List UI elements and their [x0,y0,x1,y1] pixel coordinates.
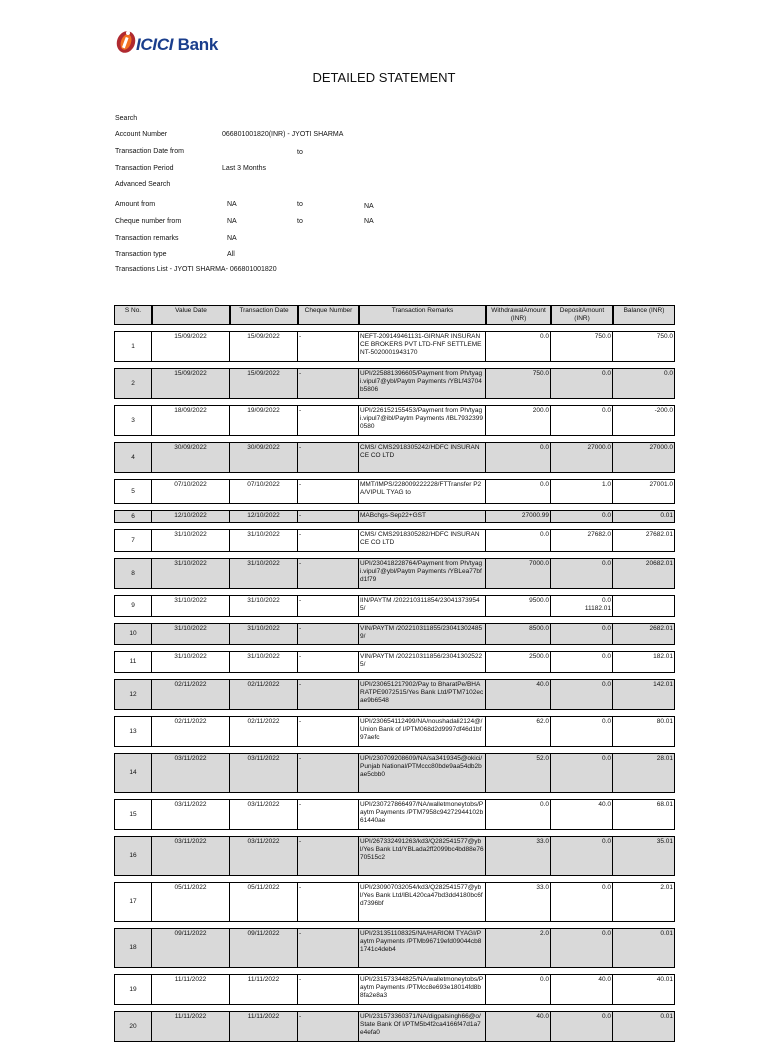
table-cell: 03/11/2022 [152,753,230,793]
cheque-from-value: NA [227,218,237,225]
table-row [114,331,675,362]
table-row [114,716,675,747]
table-cell: 0.0 [551,679,613,710]
table-cell: 05/11/2022 [152,882,230,922]
table-cell: 35.01 [613,836,675,876]
table-cell: 11 [114,651,152,673]
column-header: WithdrawalAmount (INR) [486,305,551,325]
table-cell: 7 [114,529,152,552]
table-cell: 12/10/2022 [152,510,230,523]
column-header: S No. [114,305,152,325]
table-cell: 07/10/2022 [152,479,230,504]
table-cell: CMS/ CMS2918305242/HDFC INSURANCE CO LTD [359,442,486,473]
table-cell: 0.01 [613,1011,675,1042]
brand-name [136,35,218,55]
page-title: DETAILED STATEMENT [312,70,456,85]
table-cell: 18/09/2022 [152,405,230,436]
table-cell: 31/10/2022 [230,651,298,673]
table-cell: 5 [114,479,152,504]
table-cell: UPI/230418228764/Payment from Ph/tyagi.vipul7@ybl/Paytm Payments /YBLea77bfd1f79 [359,558,486,589]
table-row [114,442,675,473]
table-cell: 0.0 [551,368,613,399]
table-cell: - [298,928,359,968]
table-cell: 80.01 [613,716,675,747]
table-cell: 0.0 [486,331,551,362]
table-cell: UPI/231351108325/NA/HARIOM TYAGI/Paytm Payments /PTMb96719efd09044cb81741c4deb4 [359,928,486,968]
table-cell: - [298,623,359,645]
table-cell: 0.0 [486,479,551,504]
table-cell: 750.0 [551,331,613,362]
table-cell: 1.0 [551,479,613,504]
date-to-label: to [297,149,303,156]
table-cell: MABchgs-Sep22+GST [359,510,486,523]
table-cell: 02/11/2022 [152,679,230,710]
table-cell: 182.01 [613,651,675,673]
table-cell: -200.0 [613,405,675,436]
table-cell: 14 [114,753,152,793]
table-cell: 0.0 [551,651,613,673]
table-cell: 2682.01 [613,623,675,645]
table-cell: 12/10/2022 [230,510,298,523]
table-cell: 15/09/2022 [230,331,298,362]
table-cell: 31/10/2022 [152,651,230,673]
table-cell: 4 [114,442,152,473]
table-cell: 19 [114,974,152,1005]
table-cell: - [298,799,359,830]
table-cell: 12 [114,679,152,710]
table-cell: 0.0 [486,974,551,1005]
table-cell: 1 [114,331,152,362]
type-value: All [227,251,235,258]
table-cell: 15 [114,799,152,830]
search-heading: Search [115,115,138,122]
table-cell: 03/11/2022 [152,836,230,876]
table-cell: 10 [114,623,152,645]
amount-to-label: to [297,201,303,208]
table-cell: 0.0 [551,716,613,747]
table-cell: 0.0 11182.01 [551,595,613,617]
table-cell: - [298,405,359,436]
table-cell: VIN/PAYTM /202210311856/230413025225/ [359,651,486,673]
brand-name-b: Bank [173,35,219,54]
table-cell: 20682.01 [613,558,675,589]
table-cell: 2.01 [613,882,675,922]
column-header: Cheque Number [298,305,359,325]
table-cell: 33.0 [486,882,551,922]
table-cell: UPI/230654112499/NA/noushadali2124@/Union Bank of I/PTM068d2d9997df46d1bf97aefc [359,716,486,747]
table-cell: - [298,679,359,710]
table-cell: 62.0 [486,716,551,747]
table-cell: 03/11/2022 [230,799,298,830]
table-cell: - [298,836,359,876]
table-cell: 02/11/2022 [152,716,230,747]
cheque-to-value: NA [364,218,374,225]
table-cell: 0.0 [551,753,613,793]
table-cell: 27682.0 [551,529,613,552]
table-cell: UPI/230709208609/NA/sa3419345@okici/Punjab National/PTMccc80bde9aa54db2bae5cbb0 [359,753,486,793]
table-cell: - [298,651,359,673]
table-cell: 03/11/2022 [152,799,230,830]
table-cell: 03/11/2022 [230,836,298,876]
table-row [114,928,675,968]
remarks-value: NA [227,235,237,242]
table-cell: MMT/IMPS/228009222228/FTTransfer P2A/VIPUL TYAG to [359,479,486,504]
table-cell: 18 [114,928,152,968]
table-cell: 31/10/2022 [152,558,230,589]
table-row [114,479,675,504]
column-header: Transaction Remarks [359,305,486,325]
table-row [114,558,675,589]
cheque-label: Cheque number from [115,218,182,225]
table-cell: - [298,882,359,922]
table-cell: 0.0 [613,368,675,399]
table-cell: 15/09/2022 [152,331,230,362]
table-cell: - [298,331,359,362]
table-cell: 31/10/2022 [230,529,298,552]
table-cell: UPI/230907032054/kd3/Q282541577@ybl/Yes Bank Ltd/IBL420ca47bd3dd4180bc6fd7396bf [359,882,486,922]
table-cell: - [298,479,359,504]
table-cell: 0.0 [551,836,613,876]
table-cell: 0.0 [486,799,551,830]
table-cell: 40.0 [551,799,613,830]
table-cell: 11/11/2022 [230,974,298,1005]
table-cell: 0.01 [613,928,675,968]
table-cell: 02/11/2022 [230,716,298,747]
table-cell: 13 [114,716,152,747]
table-cell: 0.0 [551,623,613,645]
period-value: Last 3 Months [222,165,266,172]
table-row [114,799,675,830]
table-cell: UPI/226152155453/Payment from Ph/tyagi.vipul7@ibl/Paytm Payments /IBL79323990580 [359,405,486,436]
table-body [114,331,675,1042]
table-cell: 16 [114,836,152,876]
table-row [114,623,675,645]
table-cell: 05/11/2022 [230,882,298,922]
table-cell: 31/10/2022 [230,558,298,589]
table-cell: - [298,595,359,617]
table-cell: UPI/230651217902/Pay to BharatPe/BHARATPE9072515/Yes Bank Ltd/PTM7102ecae9b6548 [359,679,486,710]
table-cell: 200.0 [486,405,551,436]
table-cell: 31/10/2022 [230,595,298,617]
transactions-list-heading: Transactions List - JYOTI SHARMA- 066801001820 [115,266,277,273]
table-cell: 11/11/2022 [152,1011,230,1042]
table-cell: NEFT-209149461131-GIRNAR INSURANCE BROKERS PVT LTD-FNF SETTLEMENT-5020001943170 [359,331,486,362]
table-cell: 0.0 [486,529,551,552]
amount-label: Amount from [115,201,156,208]
table-row [114,529,675,552]
table-cell: 40.0 [486,679,551,710]
table-cell [613,595,675,617]
table-row [114,510,675,523]
table-cell: UPI/231573360371/NA/digpalsingh66@o/State Bank Of I/PTM5b4f2ca4166f47d1a7e4efa0 [359,1011,486,1042]
table-row [114,679,675,710]
table-cell: 0.0 [551,1011,613,1042]
table-cell: 02/11/2022 [230,679,298,710]
table-cell: 0.0 [486,442,551,473]
table-cell: 2.0 [486,928,551,968]
table-cell: 0.0 [551,510,613,523]
table-cell: 31/10/2022 [230,623,298,645]
table-cell: - [298,442,359,473]
period-label: Transaction Period [115,165,174,172]
table-cell: 31/10/2022 [152,595,230,617]
table-cell: 09/11/2022 [230,928,298,968]
table-cell: 27000.0 [551,442,613,473]
cheque-to-label: to [297,218,303,225]
table-cell: 750.0 [486,368,551,399]
table-cell: - [298,558,359,589]
table-cell: 30/09/2022 [230,442,298,473]
table-cell: 20 [114,1011,152,1042]
table-cell: 27000.99 [486,510,551,523]
table-cell: 0.0 [551,558,613,589]
table-cell: 27001.0 [613,479,675,504]
table-cell: 40.0 [486,1011,551,1042]
table-cell: 750.0 [613,331,675,362]
table-cell: - [298,753,359,793]
table-cell: 17 [114,882,152,922]
type-label: Transaction type [115,251,167,258]
icici-logo-icon [115,28,137,54]
amount-to-value: NA [364,203,374,210]
table-cell: UPI/225881396605/Payment from Ph/tyagi.vipul7@ybl/Paytm Payments /YBLf43704b5806 [359,368,486,399]
advanced-search-heading: Advanced Search [115,181,171,188]
table-cell: - [298,1011,359,1042]
table-row [114,753,675,793]
table-row [114,405,675,436]
table-header-row [114,305,675,325]
table-cell: 33.0 [486,836,551,876]
table-cell: 2 [114,368,152,399]
table-cell: 3 [114,405,152,436]
table-cell: 9 [114,595,152,617]
table-cell: 2500.0 [486,651,551,673]
table-cell: UPI/230727866497/NA/walletmoneytobs/Paytm Payments /PTM7958c94272944102b61440ae [359,799,486,830]
table-cell: 9500.0 [486,595,551,617]
table-cell: 0.0 [551,882,613,922]
table-row [114,882,675,922]
table-cell: 68.01 [613,799,675,830]
table-row [114,1011,675,1042]
table-cell: - [298,716,359,747]
column-header: Value Date [152,305,230,325]
table-row [114,368,675,399]
table-cell: 11/11/2022 [152,974,230,1005]
account-value: 066801001820(INR) - JYOTI SHARMA [222,131,344,138]
brand-name-a: ICICI [136,35,174,54]
table-cell: 6 [114,510,152,523]
table-cell: 40.01 [613,974,675,1005]
table-row [114,974,675,1005]
remarks-label: Transaction remarks [115,235,179,242]
table-cell: 09/11/2022 [152,928,230,968]
transactions-table [114,299,675,1048]
table-cell: 30/09/2022 [152,442,230,473]
table-cell: 31/10/2022 [152,623,230,645]
table-cell: - [298,510,359,523]
column-header: DepositAmount (INR) [551,305,613,325]
table-cell: 142.01 [613,679,675,710]
table-cell: UPI/267332491263/kd3/Q282541577@ybl/Yes Bank Ltd/YBLada2ff2099bc4bd88e7670515c2 [359,836,486,876]
column-header: Transaction Date [230,305,298,325]
table-cell: 19/09/2022 [230,405,298,436]
table-cell: 7000.0 [486,558,551,589]
table-cell: 0.01 [613,510,675,523]
table-cell: 07/10/2022 [230,479,298,504]
table-cell: - [298,529,359,552]
table-cell: 27682.01 [613,529,675,552]
table-cell: 11/11/2022 [230,1011,298,1042]
table-cell: 8 [114,558,152,589]
date-from-label: Transaction Date from [115,148,184,155]
table-cell: 52.0 [486,753,551,793]
table-cell: 31/10/2022 [152,529,230,552]
table-cell: 27000.0 [613,442,675,473]
table-cell: 03/11/2022 [230,753,298,793]
table-cell: IIN/PAYTM /202210311854/230413739545/ [359,595,486,617]
table-row [114,651,675,673]
table-row [114,595,675,617]
amount-from-value: NA [227,201,237,208]
table-cell: 15/09/2022 [152,368,230,399]
table-cell: UPI/231573344825/NA/walletmoneytobs/Paytm Payments /PTMcc8e693e18014fd8b8fa2e8a3 [359,974,486,1005]
table-row [114,836,675,876]
table-cell: 0.0 [551,928,613,968]
table-cell: VIN/PAYTM /202210311855/230413024859/ [359,623,486,645]
table-cell: CMS/ CMS2918305282/HDFC INSURANCE CO LTD [359,529,486,552]
table-cell: 0.0 [551,405,613,436]
table-cell: 15/09/2022 [230,368,298,399]
column-header: Balance (INR) [613,305,675,325]
table-cell: 8500.0 [486,623,551,645]
account-label: Account Number [115,131,168,138]
table-cell: 28.01 [613,753,675,793]
table-cell: - [298,974,359,1005]
table-cell: - [298,368,359,399]
table-cell: 40.0 [551,974,613,1005]
